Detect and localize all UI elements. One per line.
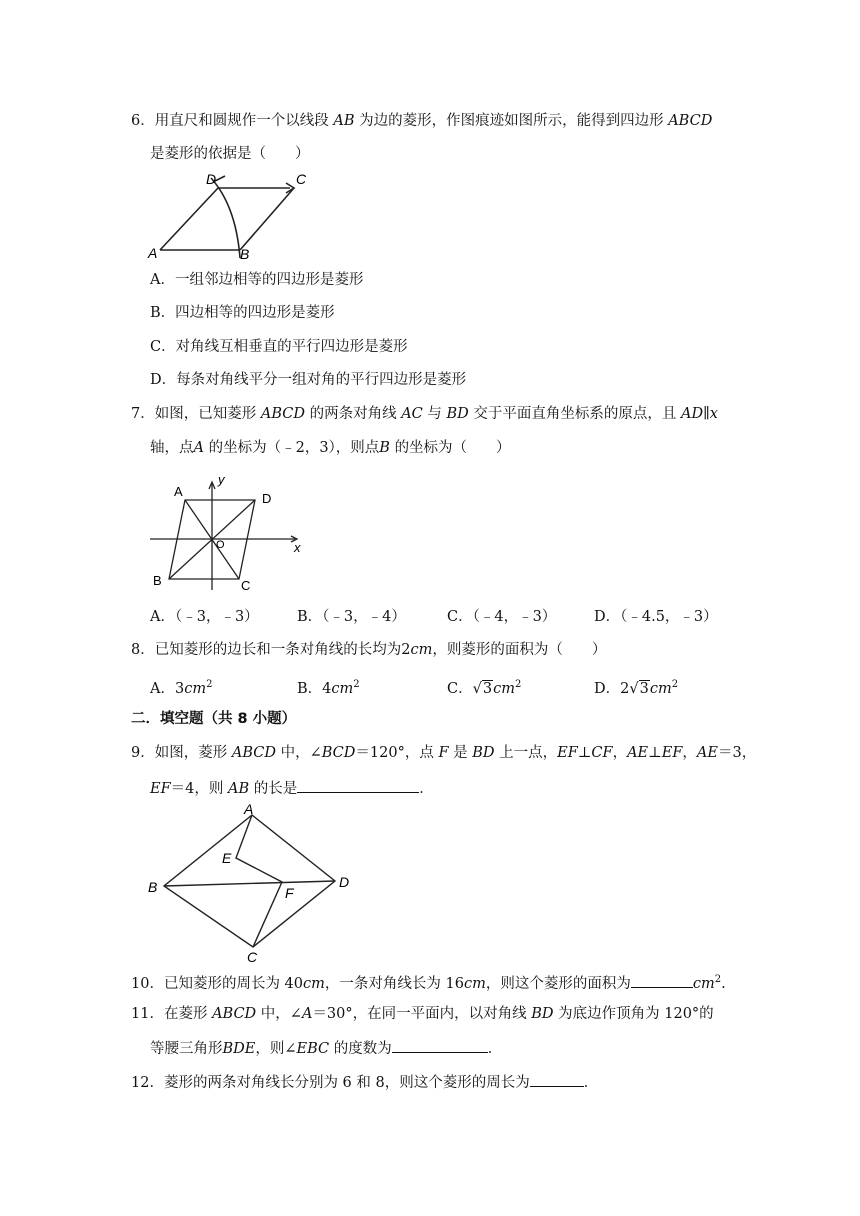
q7-label-y: y: [218, 472, 225, 487]
q7-line2: 轴，点A 的坐标为（﹣2，3），则点B 的坐标为（ ）: [150, 440, 511, 456]
q9-label-e: E: [222, 850, 232, 866]
q6-option-a: A．一组邻边相等的四边形是菱形: [150, 272, 364, 288]
q7-option-d: D．（﹣4.5，﹣3）: [594, 609, 718, 625]
q8-line1: 8．已知菱形的边长和一条对角线的长均为2cm，则菱形的面积为（ ）: [131, 642, 607, 658]
q11-line1: 11．在菱形 ABCD 中，∠A＝30°，在同一平面内，以对角线 BD 为底边作顶角为 120°的: [131, 1006, 714, 1022]
section-heading: 二．填空题（共 8 小题）: [131, 711, 297, 727]
q6-option-d: D．每条对角线平分一组对角的平行四边形是菱形: [150, 372, 467, 388]
q7-label-b: B: [153, 573, 162, 588]
q6-label-a: A: [148, 245, 158, 261]
q7-option-a: A．（﹣3，﹣3）: [150, 609, 259, 625]
q7-option-c: C．（﹣4，﹣3）: [447, 609, 557, 625]
q7-label-a: A: [174, 484, 183, 499]
q9-figure: [140, 800, 365, 970]
q6-label-b: B: [240, 246, 250, 262]
q9-label-b: B: [148, 879, 158, 895]
q7-label-d: D: [262, 491, 272, 506]
answer-blank[interactable]: [530, 1071, 584, 1087]
q7-label-x: x: [294, 540, 301, 555]
q7-figure: [145, 470, 310, 595]
q9-label-d: D: [339, 874, 350, 890]
q6-option-c: C．对角线互相垂直的平行四边形是菱形: [150, 339, 408, 355]
q8-option-a: A．$3cm^2$: [150, 679, 213, 697]
q9-label-c: C: [247, 949, 258, 965]
answer-blank[interactable]: [392, 1037, 488, 1053]
sqrt-symbol-icon: √: [629, 680, 639, 697]
q7-line1: 7．如图，已知菱形 ABCD 的两条对角线 AC 与 BD 交于平面直角坐标系的原点，且 AD∥x: [131, 406, 718, 422]
q9-label-a: A: [244, 801, 254, 817]
answer-blank[interactable]: [297, 777, 419, 793]
q6-line2: 是菱形的依据是（ ）: [150, 146, 310, 162]
q6-label-c: C: [296, 171, 307, 187]
q8-option-d: D．$2√3cm^2$: [594, 679, 679, 697]
q7-label-o: O: [216, 539, 225, 551]
q7-option-b: B．（﹣3，﹣4）: [297, 609, 406, 625]
q8-option-c: C．$√3cm^2$: [447, 679, 522, 697]
q6-option-b: B．四边相等的四边形是菱形: [150, 305, 335, 321]
q7-label-c: C: [241, 578, 251, 593]
answer-blank[interactable]: [631, 972, 693, 988]
q6-figure: [140, 168, 320, 263]
sqrt-symbol-icon: √: [472, 680, 482, 697]
q11-line2: 等腰三角形BDE，则∠EBC 的度数为 ．: [150, 1037, 502, 1059]
q9-line1: 9．如图，菱形 ABCD 中，∠BCD＝120°，点 F 是 BD 上一点，EF⊥CF，AE⊥EF，AE＝3，: [131, 745, 757, 761]
q9-label-f: F: [285, 885, 294, 901]
q12-line: 12．菱形的两条对角线长分别为 6 和 8，则这个菱形的周长为 ．: [131, 1071, 598, 1093]
q8-option-b: B．$4cm^2$: [297, 679, 360, 697]
q6-line1: 6．用直尺和圆规作一个以线段 AB 为边的菱形，作图痕迹如图所示，能得到四边形 ABCD: [131, 113, 713, 129]
q6-label-d: D: [206, 171, 217, 187]
q10-line: 10．已知菱形的周长为 40cm，一条对角线长为 16cm，则这个菱形的面积为 $cm^2$.: [131, 970, 726, 994]
q9-line2: EF＝4，则 AB 的长是 ．: [150, 777, 434, 799]
